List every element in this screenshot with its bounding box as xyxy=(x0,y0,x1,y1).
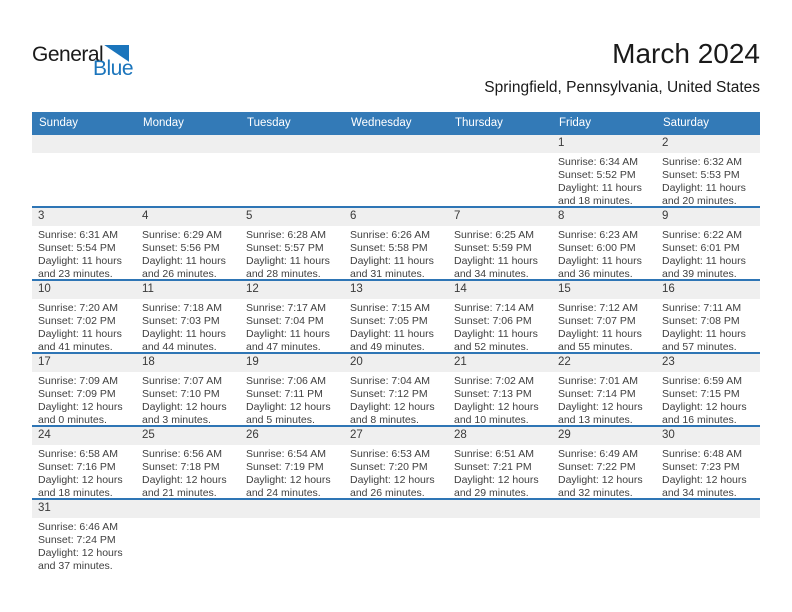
day-number xyxy=(240,135,344,153)
day-detail-line: Daylight: 12 hours xyxy=(662,401,747,413)
day-cell xyxy=(552,208,656,279)
day-details xyxy=(344,372,448,425)
day-detail-line: Sunrise: 6:49 AM xyxy=(558,448,638,460)
day-detail-line: Sunrise: 6:23 AM xyxy=(558,229,638,241)
day-number: 5 xyxy=(240,208,344,226)
day-detail-line: Daylight: 11 hours xyxy=(142,328,226,340)
day-detail-line: Sunset: 5:56 PM xyxy=(142,242,220,254)
day-detail-line: Daylight: 12 hours xyxy=(558,474,643,486)
day-detail-line: Sunrise: 7:11 AM xyxy=(662,302,742,314)
general-blue-logo xyxy=(32,44,172,79)
day-cell xyxy=(552,354,656,425)
empty-day-cell xyxy=(448,500,552,573)
day-number: 14 xyxy=(448,281,552,299)
day-detail-line: Daylight: 11 hours xyxy=(246,255,330,267)
day-detail-line: Sunset: 7:19 PM xyxy=(246,461,324,473)
day-detail-line: Sunrise: 6:53 AM xyxy=(350,448,430,460)
day-detail-line: and 41 minutes. xyxy=(38,341,113,352)
day-detail-line: Sunset: 7:12 PM xyxy=(350,388,428,400)
day-detail-line: Daylight: 11 hours xyxy=(38,255,122,267)
day-number: 2 xyxy=(656,135,760,153)
day-detail-line: Sunset: 5:53 PM xyxy=(662,169,740,181)
day-detail-line: Sunrise: 6:25 AM xyxy=(454,229,534,241)
day-detail-line: Sunset: 7:07 PM xyxy=(558,315,636,327)
day-detail-line: and 52 minutes. xyxy=(454,341,529,352)
day-details xyxy=(344,445,448,498)
day-detail-line: and 32 minutes. xyxy=(558,487,633,498)
day-details xyxy=(552,226,656,279)
day-detail-line: Sunrise: 7:06 AM xyxy=(246,375,326,387)
day-detail-line: Daylight: 11 hours xyxy=(142,255,226,267)
day-cell xyxy=(656,427,760,498)
day-number xyxy=(448,135,552,153)
day-number: 6 xyxy=(344,208,448,226)
day-detail-line: and 29 minutes. xyxy=(454,487,529,498)
weekday-header-row xyxy=(32,112,760,135)
day-detail-line: Sunrise: 7:02 AM xyxy=(454,375,534,387)
day-number: 26 xyxy=(240,427,344,445)
empty-day-cell xyxy=(240,135,344,206)
day-details xyxy=(448,518,552,521)
day-details xyxy=(240,518,344,521)
day-cell xyxy=(32,427,136,498)
day-detail-line: and 49 minutes. xyxy=(350,341,425,352)
day-detail-line: Sunset: 7:04 PM xyxy=(246,315,324,327)
day-number: 12 xyxy=(240,281,344,299)
day-cell xyxy=(136,208,240,279)
day-number: 17 xyxy=(32,354,136,372)
empty-day-cell xyxy=(448,135,552,206)
weekday-saturday: Saturday xyxy=(663,117,710,129)
day-detail-line: Daylight: 11 hours xyxy=(246,328,330,340)
day-cell xyxy=(240,281,344,352)
day-cell xyxy=(344,354,448,425)
day-detail-line: Daylight: 11 hours xyxy=(454,255,538,267)
day-cell xyxy=(32,500,136,573)
day-detail-line: Daylight: 11 hours xyxy=(558,255,642,267)
day-cell xyxy=(344,208,448,279)
weekday-thursday: Thursday xyxy=(455,117,503,129)
day-detail-line: Daylight: 12 hours xyxy=(142,474,227,486)
day-number: 31 xyxy=(32,500,136,518)
day-number: 29 xyxy=(552,427,656,445)
day-number: 7 xyxy=(448,208,552,226)
day-details xyxy=(552,518,656,521)
day-number: 22 xyxy=(552,354,656,372)
day-detail-line: Sunrise: 6:32 AM xyxy=(662,156,742,168)
day-number xyxy=(656,500,760,518)
day-detail-line: Daylight: 12 hours xyxy=(246,401,331,413)
day-detail-line: Daylight: 11 hours xyxy=(558,328,642,340)
day-cell xyxy=(448,354,552,425)
day-detail-line: and 47 minutes. xyxy=(246,341,321,352)
day-number xyxy=(344,500,448,518)
day-details xyxy=(240,372,344,425)
day-detail-line: Sunset: 6:00 PM xyxy=(558,242,636,254)
day-cell xyxy=(656,354,760,425)
day-details xyxy=(32,445,136,498)
day-detail-line: Sunset: 7:18 PM xyxy=(142,461,220,473)
day-number: 21 xyxy=(448,354,552,372)
day-detail-line: Sunset: 5:58 PM xyxy=(350,242,428,254)
day-detail-line: and 36 minutes. xyxy=(558,268,633,279)
day-detail-line: and 34 minutes. xyxy=(454,268,529,279)
day-number: 23 xyxy=(656,354,760,372)
day-detail-line: Sunrise: 6:54 AM xyxy=(246,448,326,460)
day-details xyxy=(136,299,240,352)
day-cell xyxy=(448,281,552,352)
day-details xyxy=(344,153,448,156)
day-detail-line: and 26 minutes. xyxy=(142,268,217,279)
weekday-wednesday: Wednesday xyxy=(351,117,412,129)
day-number: 15 xyxy=(552,281,656,299)
day-number xyxy=(552,500,656,518)
day-detail-line: Sunset: 5:52 PM xyxy=(558,169,636,181)
day-cell xyxy=(656,135,760,206)
day-detail-line: Sunset: 7:11 PM xyxy=(246,388,323,400)
day-number: 1 xyxy=(552,135,656,153)
week-row xyxy=(32,208,760,281)
day-detail-line: Daylight: 11 hours xyxy=(662,328,746,340)
logo-text-blue: Blue xyxy=(93,57,134,80)
day-detail-line: Sunset: 5:59 PM xyxy=(454,242,532,254)
day-details xyxy=(32,299,136,352)
calendar-weeks xyxy=(32,135,760,573)
day-detail-line: Sunrise: 6:59 AM xyxy=(662,375,742,387)
day-detail-line: Sunset: 7:09 PM xyxy=(38,388,116,400)
day-details xyxy=(656,445,760,498)
day-detail-line: and 0 minutes. xyxy=(38,414,107,425)
day-cell xyxy=(344,281,448,352)
empty-day-cell xyxy=(32,135,136,206)
day-detail-line: and 3 minutes. xyxy=(142,414,211,425)
day-detail-line: Sunrise: 6:28 AM xyxy=(246,229,326,241)
day-detail-line: Sunrise: 7:20 AM xyxy=(38,302,118,314)
day-details xyxy=(656,226,760,279)
weekday-friday: Friday xyxy=(559,117,591,129)
day-details xyxy=(32,372,136,425)
day-detail-line: Sunrise: 6:31 AM xyxy=(38,229,118,241)
page-header xyxy=(32,36,760,102)
day-detail-line: Sunrise: 7:04 AM xyxy=(350,375,430,387)
week-row xyxy=(32,281,760,354)
day-detail-line: and 37 minutes. xyxy=(38,560,113,572)
day-detail-line: Daylight: 11 hours xyxy=(350,328,434,340)
empty-day-cell xyxy=(136,135,240,206)
calendar xyxy=(32,112,760,573)
week-row xyxy=(32,427,760,500)
day-detail-line: Sunrise: 7:14 AM xyxy=(454,302,534,314)
day-detail-line: and 8 minutes. xyxy=(350,414,419,425)
empty-day-cell xyxy=(552,500,656,573)
day-detail-line: Sunset: 7:20 PM xyxy=(350,461,428,473)
day-number: 8 xyxy=(552,208,656,226)
empty-day-cell xyxy=(136,500,240,573)
day-detail-line: and 28 minutes. xyxy=(246,268,321,279)
day-cell xyxy=(552,135,656,206)
day-detail-line: Sunrise: 7:07 AM xyxy=(142,375,222,387)
day-detail-line: Daylight: 11 hours xyxy=(662,182,746,194)
day-cell xyxy=(656,281,760,352)
day-detail-line: and 21 minutes. xyxy=(142,487,217,498)
day-number: 28 xyxy=(448,427,552,445)
day-detail-line: Daylight: 12 hours xyxy=(142,401,227,413)
day-details xyxy=(552,372,656,425)
day-detail-line: and 13 minutes. xyxy=(558,414,633,425)
day-cell xyxy=(240,208,344,279)
day-details xyxy=(656,372,760,425)
day-detail-line: Sunset: 7:13 PM xyxy=(454,388,532,400)
day-details xyxy=(136,372,240,425)
day-details xyxy=(656,153,760,206)
day-cell xyxy=(552,281,656,352)
day-details xyxy=(240,299,344,352)
day-detail-line: Daylight: 12 hours xyxy=(246,474,331,486)
empty-day-cell xyxy=(344,135,448,206)
day-detail-line: and 20 minutes. xyxy=(662,195,737,206)
day-detail-line: and 39 minutes. xyxy=(662,268,737,279)
day-detail-line: Sunset: 5:54 PM xyxy=(38,242,116,254)
day-number: 4 xyxy=(136,208,240,226)
day-details xyxy=(32,153,136,156)
day-detail-line: Sunrise: 6:46 AM xyxy=(38,521,118,533)
day-details xyxy=(552,445,656,498)
logo-text-general: General xyxy=(32,43,104,66)
day-detail-line: Sunset: 5:57 PM xyxy=(246,242,324,254)
day-number: 27 xyxy=(344,427,448,445)
day-cell xyxy=(448,208,552,279)
day-detail-line: Sunset: 7:08 PM xyxy=(662,315,740,327)
day-details xyxy=(136,153,240,156)
day-cell xyxy=(240,427,344,498)
day-details xyxy=(552,153,656,206)
empty-day-cell xyxy=(240,500,344,573)
day-details xyxy=(656,518,760,521)
day-number: 9 xyxy=(656,208,760,226)
day-details xyxy=(448,299,552,352)
day-details xyxy=(448,226,552,279)
day-number: 13 xyxy=(344,281,448,299)
day-detail-line: Sunset: 7:15 PM xyxy=(662,388,740,400)
day-detail-line: Sunrise: 7:17 AM xyxy=(246,302,326,314)
day-detail-line: Sunset: 7:21 PM xyxy=(454,461,532,473)
day-number: 20 xyxy=(344,354,448,372)
day-detail-line: Daylight: 12 hours xyxy=(558,401,643,413)
day-details xyxy=(240,445,344,498)
day-details xyxy=(344,299,448,352)
day-detail-line: Sunrise: 6:51 AM xyxy=(454,448,534,460)
day-detail-line: and 18 minutes. xyxy=(38,487,113,498)
day-detail-line: Sunset: 7:06 PM xyxy=(454,315,532,327)
day-detail-line: Daylight: 12 hours xyxy=(454,474,539,486)
day-detail-line: Sunset: 7:14 PM xyxy=(558,388,636,400)
day-cell xyxy=(240,354,344,425)
day-detail-line: Daylight: 12 hours xyxy=(454,401,539,413)
day-detail-line: Sunrise: 6:56 AM xyxy=(142,448,222,460)
day-detail-line: and 26 minutes. xyxy=(350,487,425,498)
day-detail-line: and 24 minutes. xyxy=(246,487,321,498)
day-details xyxy=(448,372,552,425)
day-number: 16 xyxy=(656,281,760,299)
day-cell xyxy=(552,427,656,498)
day-details xyxy=(656,299,760,352)
weekday-sunday: Sunday xyxy=(39,117,79,129)
weekday-monday: Monday xyxy=(143,117,184,129)
day-number: 25 xyxy=(136,427,240,445)
day-detail-line: Sunset: 7:24 PM xyxy=(38,534,116,546)
day-details xyxy=(136,518,240,521)
day-detail-line: Daylight: 11 hours xyxy=(558,182,642,194)
week-row xyxy=(32,354,760,427)
day-number xyxy=(136,135,240,153)
day-cell xyxy=(448,427,552,498)
day-detail-line: Sunrise: 6:26 AM xyxy=(350,229,430,241)
day-detail-line: and 16 minutes. xyxy=(662,414,737,425)
day-details xyxy=(136,445,240,498)
weekday-tuesday: Tuesday xyxy=(247,117,291,129)
day-number xyxy=(448,500,552,518)
day-number xyxy=(240,500,344,518)
day-detail-line: Sunrise: 6:22 AM xyxy=(662,229,742,241)
day-detail-line: Sunset: 7:10 PM xyxy=(142,388,220,400)
day-number: 19 xyxy=(240,354,344,372)
day-details xyxy=(552,299,656,352)
day-cell xyxy=(344,427,448,498)
day-number: 11 xyxy=(136,281,240,299)
page-subtitle: Springfield, Pennsylvania, United States xyxy=(484,79,760,96)
day-detail-line: Daylight: 11 hours xyxy=(454,328,538,340)
day-details xyxy=(136,226,240,279)
week-row xyxy=(32,500,760,573)
day-cell xyxy=(136,354,240,425)
day-cell xyxy=(136,281,240,352)
day-number xyxy=(344,135,448,153)
day-detail-line: and 34 minutes. xyxy=(662,487,737,498)
day-detail-line: and 44 minutes. xyxy=(142,341,217,352)
day-details xyxy=(32,226,136,279)
page-title: March 2024 xyxy=(612,38,760,69)
day-detail-line: Daylight: 12 hours xyxy=(38,401,123,413)
day-details xyxy=(32,518,136,573)
day-cell xyxy=(656,208,760,279)
day-number: 18 xyxy=(136,354,240,372)
day-cell xyxy=(32,354,136,425)
day-number: 30 xyxy=(656,427,760,445)
week-row xyxy=(32,135,760,208)
day-detail-line: and 23 minutes. xyxy=(38,268,113,279)
day-detail-line: Sunrise: 7:09 AM xyxy=(38,375,118,387)
empty-day-cell xyxy=(656,500,760,573)
day-detail-line: Sunset: 7:16 PM xyxy=(38,461,116,473)
day-detail-line: Daylight: 12 hours xyxy=(38,547,123,559)
day-cell xyxy=(136,427,240,498)
day-number xyxy=(136,500,240,518)
day-detail-line: Sunset: 7:02 PM xyxy=(38,315,116,327)
day-detail-line: Daylight: 11 hours xyxy=(662,255,746,267)
day-number: 10 xyxy=(32,281,136,299)
day-number: 3 xyxy=(32,208,136,226)
day-details xyxy=(448,153,552,156)
day-cell xyxy=(32,281,136,352)
day-detail-line: Sunset: 7:22 PM xyxy=(558,461,636,473)
day-detail-line: and 55 minutes. xyxy=(558,341,633,352)
day-detail-line: Daylight: 11 hours xyxy=(38,328,122,340)
day-detail-line: Daylight: 11 hours xyxy=(350,255,434,267)
day-detail-line: Daylight: 12 hours xyxy=(662,474,747,486)
day-detail-line: Sunrise: 6:48 AM xyxy=(662,448,742,460)
day-detail-line: and 31 minutes. xyxy=(350,268,425,279)
day-number xyxy=(32,135,136,153)
day-details xyxy=(344,226,448,279)
title-block xyxy=(484,38,760,97)
day-detail-line: Sunrise: 6:29 AM xyxy=(142,229,222,241)
day-details xyxy=(344,518,448,521)
day-detail-line: and 18 minutes. xyxy=(558,195,633,206)
day-detail-line: Daylight: 12 hours xyxy=(350,401,435,413)
empty-day-cell xyxy=(344,500,448,573)
day-detail-line: Sunrise: 7:01 AM xyxy=(558,375,638,387)
day-detail-line: Sunrise: 7:18 AM xyxy=(142,302,222,314)
day-cell xyxy=(32,208,136,279)
day-details xyxy=(448,445,552,498)
day-details xyxy=(240,153,344,156)
day-detail-line: Daylight: 12 hours xyxy=(350,474,435,486)
day-detail-line: Sunrise: 7:15 AM xyxy=(350,302,430,314)
day-detail-line: Sunset: 7:23 PM xyxy=(662,461,740,473)
day-detail-line: Sunset: 7:03 PM xyxy=(142,315,220,327)
day-details xyxy=(240,226,344,279)
day-detail-line: Daylight: 12 hours xyxy=(38,474,123,486)
day-detail-line: and 10 minutes. xyxy=(454,414,529,425)
day-detail-line: Sunrise: 6:34 AM xyxy=(558,156,638,168)
day-detail-line: Sunset: 7:05 PM xyxy=(350,315,428,327)
day-detail-line: Sunrise: 6:58 AM xyxy=(38,448,118,460)
day-number: 24 xyxy=(32,427,136,445)
day-detail-line: and 5 minutes. xyxy=(246,414,315,425)
day-detail-line: Sunrise: 7:12 AM xyxy=(558,302,638,314)
day-detail-line: and 57 minutes. xyxy=(662,341,737,352)
day-detail-line: Sunset: 6:01 PM xyxy=(662,242,740,254)
